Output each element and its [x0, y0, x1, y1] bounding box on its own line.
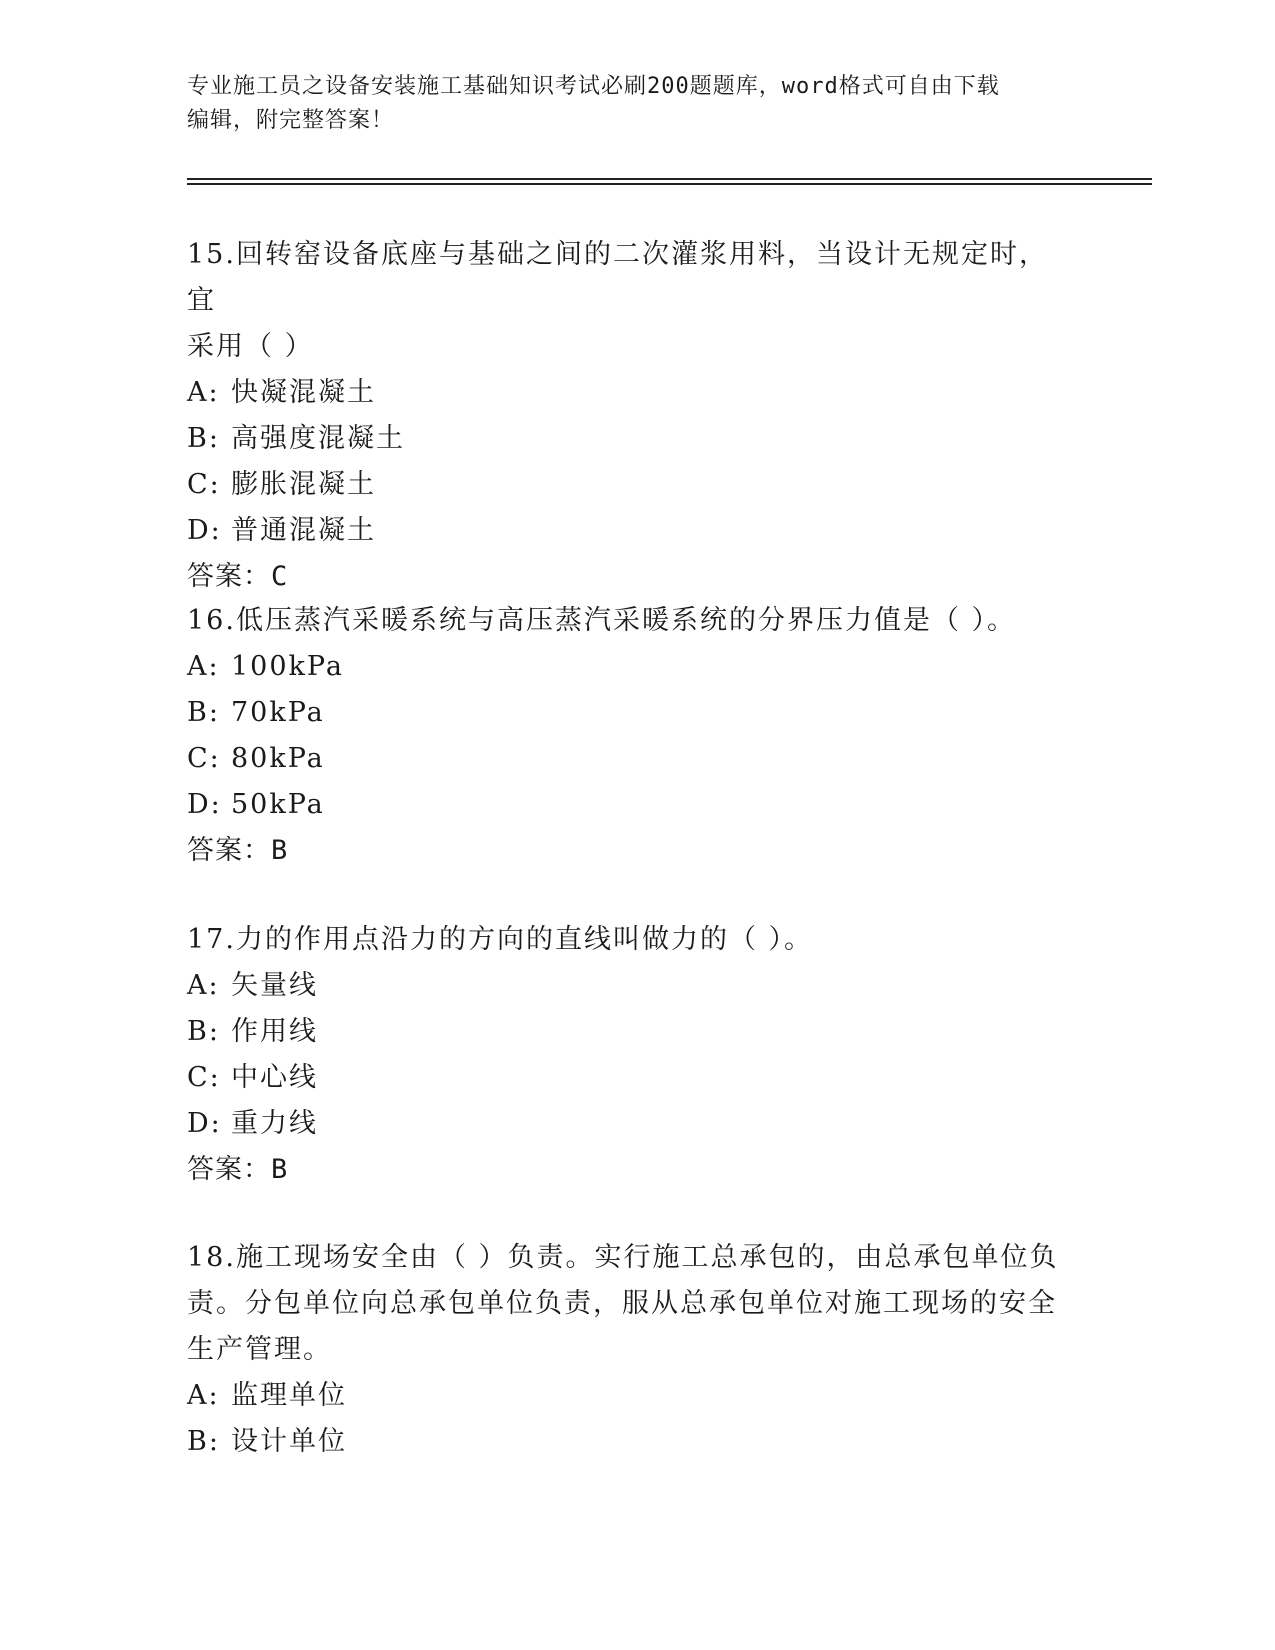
option-text: 重力线	[231, 1108, 318, 1139]
question-stem: 15.回转窑设备底座与基础之间的二次灌浆用料，当设计无规定时，宜	[187, 239, 1048, 316]
option-label: A:	[187, 651, 220, 682]
option-label: D:	[187, 1108, 222, 1139]
option-text: 100kPa	[231, 651, 344, 682]
question-18	[187, 1235, 1067, 1465]
option-d	[187, 782, 1067, 828]
option-a	[187, 370, 1067, 416]
option-b	[187, 1009, 1067, 1055]
option-d	[187, 508, 1067, 554]
option-label: B:	[187, 1016, 220, 1047]
option-c	[187, 462, 1067, 508]
answer-text: 答案：B	[187, 1154, 289, 1185]
option-text: 70kPa	[231, 697, 325, 728]
option-d	[187, 1101, 1067, 1147]
question-stem: 17.力的作用点沿力的方向的直线叫做力的（ ）。	[187, 924, 814, 955]
option-label: B:	[187, 697, 220, 728]
document-header	[187, 70, 1087, 138]
option-a	[187, 644, 1067, 690]
option-text: 80kPa	[231, 743, 325, 774]
question-stem-continued: 生产管理。	[187, 1334, 332, 1365]
option-text: 50kPa	[231, 789, 325, 820]
header-line-1: 专业施工员之设备安装施工基础知识考试必刷200题题库，word格式可自由下载	[187, 74, 1000, 99]
option-label: B:	[187, 423, 220, 454]
question-17	[187, 917, 1067, 1193]
option-label: C:	[187, 469, 221, 500]
option-label: D:	[187, 789, 222, 820]
option-text: 作用线	[231, 1016, 318, 1047]
answer-text: 答案：B	[187, 835, 289, 866]
question-stem-continued: 责。分包单位向总承包单位负责，服从总承包单位对施工现场的安全	[187, 1288, 1057, 1319]
option-b	[187, 690, 1067, 736]
option-label: A:	[187, 970, 220, 1001]
question-stem: 16.低压蒸汽采暖系统与高压蒸汽采暖系统的分界压力值是（ ）。	[187, 605, 1017, 636]
option-label: D:	[187, 515, 222, 546]
header-divider-top	[187, 178, 1152, 180]
option-text: 普通混凝土	[231, 515, 376, 546]
option-label: C:	[187, 1062, 221, 1093]
option-label: A:	[187, 1380, 220, 1411]
option-c	[187, 1055, 1067, 1101]
option-text: 快凝混凝土	[231, 377, 376, 408]
option-text: 高强度混凝土	[231, 423, 405, 454]
question-stem-continued: 采用（ ）	[187, 331, 314, 362]
option-text: 矢量线	[231, 970, 318, 1001]
option-a	[187, 963, 1067, 1009]
option-a	[187, 1373, 1067, 1419]
answer-text: 答案：C	[187, 561, 289, 592]
question-stem: 18.施工现场安全由（ ）负责。实行施工总承包的，由总承包单位负	[187, 1242, 1059, 1273]
option-b	[187, 1419, 1067, 1465]
question-15	[187, 232, 1067, 600]
option-label: B:	[187, 1426, 220, 1457]
option-b	[187, 416, 1067, 462]
option-text: 监理单位	[231, 1380, 347, 1411]
header-divider-bottom	[187, 183, 1152, 185]
question-16	[187, 598, 1067, 874]
option-c	[187, 736, 1067, 782]
option-text: 膨胀混凝土	[231, 469, 376, 500]
option-label: C:	[187, 743, 221, 774]
option-label: A:	[187, 377, 220, 408]
option-text: 设计单位	[231, 1426, 347, 1457]
option-text: 中心线	[231, 1062, 318, 1093]
header-line-2: 编辑，附完整答案！	[187, 108, 395, 133]
